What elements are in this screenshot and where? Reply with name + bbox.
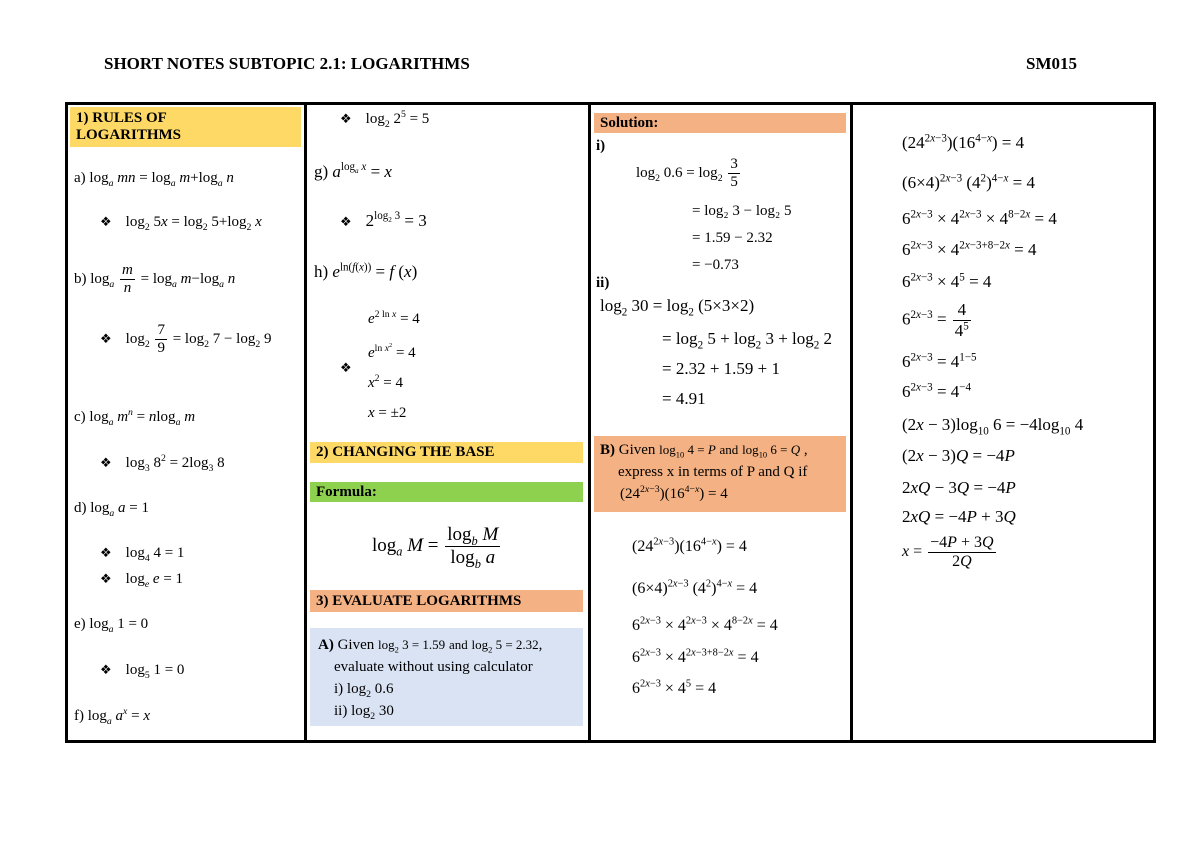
- rule-a-example: ❖ $\log_2 5x = \log_2 5+\log_2$ x: [100, 214, 262, 233]
- column-divider: [850, 102, 853, 743]
- rule-h-step-2: $e^{ln x^2} = 4$: [368, 341, 416, 361]
- rule-e: e) $\log_a 1 = 0$: [74, 616, 149, 635]
- solution-heading: Solution:: [594, 113, 846, 133]
- sol-ii-step-1: $\log_2 30 = \log_2 (5\times 3\times 2)$: [600, 296, 755, 319]
- column-divider: [304, 102, 307, 743]
- sol-b-step-2: $(6\times 4)^{2x-3}$ $(4^2)^{4-x} = 4$: [632, 578, 758, 597]
- diamond-bullet-icon: ❖: [100, 456, 112, 471]
- rule-h-step-3: $x^2 = 4$: [368, 373, 404, 391]
- sol-b-cont-2: $(6\times 4)^{2x-3}$ $(4^2)^{4-x} = 4$: [902, 172, 1036, 192]
- change-base-formula: $\log_a M$ = $\frac{\log_b M}{\log_b a}$: [372, 524, 499, 571]
- sol-i-step-4: = −0.73: [692, 257, 739, 273]
- sol-b-cont-11: 2xQ − 3Q = −4P: [902, 478, 1016, 497]
- sol-b-cont-8: $6^{2x-3} = 4^{-4}$: [902, 381, 972, 401]
- sol-b-cont-12: 2xQ = −4P + 3Q: [902, 507, 1016, 526]
- rule-d: d) $\log_a a = 1$: [74, 500, 150, 519]
- sol-b-cont-3: $6^{2x-3} \times 4^{2x-3} \times 4^{8-2x} = 4$: [902, 208, 1057, 228]
- rule-e-example: ❖ $\log_5 1 = 0$: [100, 662, 185, 681]
- diamond-bullet-icon: ❖: [100, 331, 112, 347]
- sol-b-cont-7: $6^{2x-3} = 4^{1-5}$: [902, 351, 977, 371]
- evaluate-heading: 3) EVALUATE LOGARITHMS: [310, 590, 583, 612]
- diamond-bullet-icon: ❖: [100, 572, 112, 587]
- rule-f-example: ❖ $\log_2 2^5 = 5$: [340, 109, 430, 130]
- rule-h-step-1: $e^{2 ln x} = 4$: [368, 309, 420, 327]
- example-a-panel: A) Given $\log_2 3 = 1.59$ and $\log_2 5 = 2.32$, evaluate without using calculator i) $\log_2 0.6$ ii) $\log_2 30$: [310, 628, 583, 726]
- sol-b-cont-4: $6^{2x-3} \times 4^{2x-3+8-2x} = 4$: [902, 239, 1037, 259]
- sol-ii-step-3: = 2.32 + 1.59 + 1: [662, 359, 781, 378]
- diamond-bullet-icon: ❖: [100, 215, 112, 230]
- sol-b-answer: x = $\frac{-4P + 3Q}{2Q}$: [902, 534, 994, 570]
- diamond-bullet-icon: ❖: [340, 361, 352, 376]
- rule-h: h) $e^{ln(f(x))} = f$ (x): [314, 261, 418, 281]
- rule-b: b) $\log_a$ $\frac{m}{n}$ = $\log_a m-\log_a$ n: [74, 262, 236, 296]
- column-divider: [588, 102, 591, 743]
- sol-b-step-4: $6^{2x-3} \times 4^{2x-3+8-2x} = 4$: [632, 647, 759, 666]
- diamond-bullet-icon: ❖: [100, 546, 112, 561]
- sol-b-cont-1: $(24^{2x-3})(16^{4-x}) = 4$: [902, 132, 1025, 152]
- sol-b-step-1: $(24^{2x-3})(16^{4-x}) = 4$: [632, 536, 747, 555]
- sol-b-cont-10: (2x − 3)Q = −4P: [902, 446, 1015, 465]
- rule-f: f) $\log_a a^x = x$: [74, 706, 151, 727]
- sol-b-step-3: $6^{2x-3} \times 4^{2x-3} \times 4^{8-2x} = 4$: [632, 615, 778, 634]
- rule-d-example-2: ❖ $\log_e e = 1$: [100, 571, 184, 590]
- rule-g: g) $a^{log_a x} = x$: [314, 161, 392, 181]
- sol-i-step-3: = 1.59 − 2.32: [692, 230, 773, 246]
- sol-ii-step-4: = 4.91: [662, 389, 706, 408]
- course-code: SM015: [1026, 54, 1077, 73]
- sol-b-cont-5: $6^{2x-3} \times 4^5 = 4$: [902, 271, 992, 291]
- diamond-bullet-icon: ❖: [340, 215, 352, 230]
- rule-c-example: ❖ $\log_3 8^2 = 2\log_3$ 8: [100, 453, 225, 474]
- sol-ii-step-2: = $\log_2 5 + \log_2 3 + \log_2 2$: [662, 329, 833, 352]
- rule-b-example: ❖ $\log_2$ $\frac{7}{9}$ = $\log_2 7 - \log_2 9$: [100, 322, 272, 356]
- diamond-bullet-icon: ❖: [340, 112, 352, 127]
- rule-h-step-4: x = ±2: [368, 405, 407, 421]
- formula-heading: Formula:: [310, 482, 583, 502]
- rules-heading: 1) RULES OF LOGARITHMS: [70, 107, 301, 147]
- sol-b-cont-6: $6^{2x-3}$ = $\frac{4}{4^5}$: [902, 300, 969, 340]
- rule-c: c) $\log_a m^n = nlog_a$ m: [74, 407, 196, 428]
- part-i-label: i): [596, 138, 606, 154]
- rule-g-example: ❖ $2^{log_2 3} = 3$: [340, 210, 427, 230]
- rule-a: a) $\log_a$ mn = $\log_a m+\log_a$ n: [74, 170, 234, 189]
- changing-base-heading: 2) CHANGING THE BASE: [310, 442, 583, 463]
- sol-i-step-2: = log₂ 3 − log₂ 5: [692, 203, 792, 219]
- sol-i-step-1: $\log_2 0.6 = \log_2$ $\frac{3}{5}$: [636, 156, 738, 190]
- page-title: SHORT NOTES SUBTOPIC 2.1: LOGARITHMS: [104, 54, 470, 73]
- sol-b-cont-9: $(2x - 3)\log_{10}$ $6 = -4\log_{10}$ 4: [902, 415, 1084, 438]
- example-b-panel: B) Given $\log_{10} 4 = P$ and $\log_{10} 6 = Q$ , express x in terms of P and Q if $(24^{2x-3})(16^{4-x}) = 4$: [594, 436, 846, 512]
- sol-b-step-5: $6^{2x-3} \times 4^5 = 4$: [632, 678, 717, 697]
- rule-d-example-1: ❖ $\log_4 4 = 1$: [100, 545, 185, 564]
- part-ii-label: ii): [596, 275, 610, 291]
- diamond-bullet-icon: ❖: [100, 663, 112, 678]
